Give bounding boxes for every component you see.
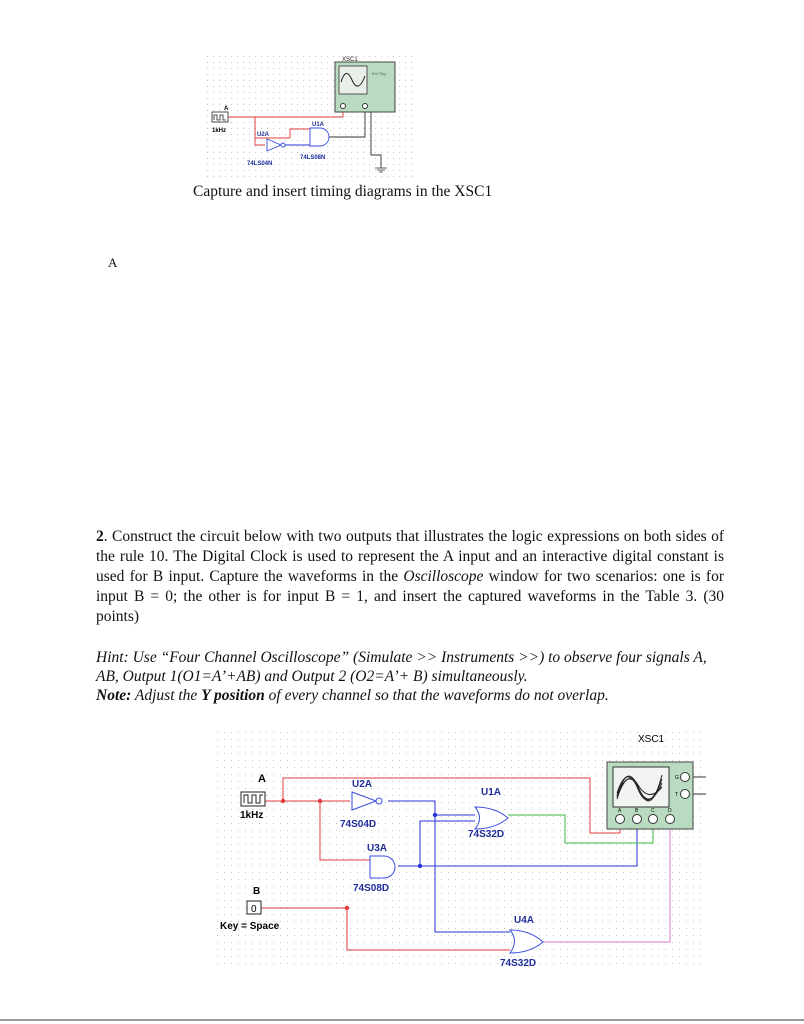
scope-label: XSC1 <box>342 57 358 63</box>
key-value: 0 <box>251 904 257 915</box>
source-a-label: A <box>258 773 266 785</box>
gate-u4a-part: 74S32D <box>500 958 537 969</box>
gate-u3a-and[interactable] <box>370 856 395 878</box>
note-bold: Y position <box>201 687 265 704</box>
question-number: 2 <box>96 528 104 545</box>
hint-block <box>96 648 724 705</box>
figure-2-circuit <box>210 725 710 970</box>
gate-u4a-label: U4A <box>514 915 535 926</box>
note-line <box>96 686 724 705</box>
gate-u3a-part: 74S08D <box>353 883 390 894</box>
figure-1-caption: Capture and insert timing diagrams in the XSC1 <box>193 183 493 200</box>
scope-ext-trig: Ext Trig <box>372 71 386 76</box>
question-2-paragraph <box>96 527 724 627</box>
question-text: . Construct the circuit below with two outputs that illustrates the logic expressions on both sides of the rule 10. The Digital Clock is used to represent the A input and an interactive digital constant is used for B input. Capture the waveforms in the <box>96 528 724 585</box>
question-text-end: window for two scenarios: one is for input B = 0; the other is for input B = 1, and insert the captured waveforms in the Table 3. (30 points) <box>96 568 724 625</box>
interactive-constant-b[interactable] <box>247 901 261 915</box>
gate-u1a-and[interactable] <box>310 128 329 146</box>
clock-freq: 1kHz <box>240 810 264 821</box>
gate-u1a-part: 74S32D <box>468 829 505 840</box>
gate-u2a-part: 74S04D <box>340 819 377 830</box>
scope-label: XSC1 <box>638 734 665 745</box>
channel-d-label: D <box>668 808 672 814</box>
clock-source-a[interactable] <box>241 792 265 806</box>
gate-u1a-label: U1A <box>481 787 502 798</box>
gate-u2a-label: U2A <box>257 132 270 138</box>
ground-label: G <box>675 775 679 781</box>
gate-u3a-label: U3A <box>367 843 388 854</box>
channel-a-label: A <box>618 808 622 814</box>
four-channel-oscilloscope[interactable] <box>607 762 693 829</box>
gate-u2a-label: U2A <box>352 779 373 790</box>
clock-freq: 1kHz <box>212 128 227 134</box>
page-divider <box>0 1019 804 1021</box>
source-a-label: A <box>224 106 229 112</box>
note-pre: Adjust the <box>131 687 202 704</box>
gate-u1a-label: U1A <box>312 122 325 128</box>
note-label: Note: <box>96 687 132 704</box>
oscilloscope-xsc1[interactable] <box>335 62 395 112</box>
gate-u2a-part: 74LS04N <box>247 161 273 167</box>
channel-c-label: C <box>651 808 655 814</box>
note-post: of every channel so that the waveforms do not overlap. <box>264 687 609 704</box>
key-label: Key = Space <box>220 921 280 932</box>
answer-label-a: A <box>108 255 118 270</box>
clock-source[interactable] <box>212 112 228 122</box>
question-emph: Oscilloscope <box>403 568 484 585</box>
channel-b-label: B <box>635 808 639 814</box>
trigger-label: T <box>675 792 679 798</box>
figure-1-circuit <box>195 50 425 182</box>
gate-u1a-part: 74LS08N <box>300 155 326 161</box>
hint-text: Hint: Use “Four Channel Oscilloscope” (Simulate >> Instruments >>) to observe four signals A, AB, Output 1(O1=A’+AB) and Output 2 (O2=A’+ B) simultaneously. <box>96 649 707 685</box>
source-b-label: B <box>253 886 261 897</box>
